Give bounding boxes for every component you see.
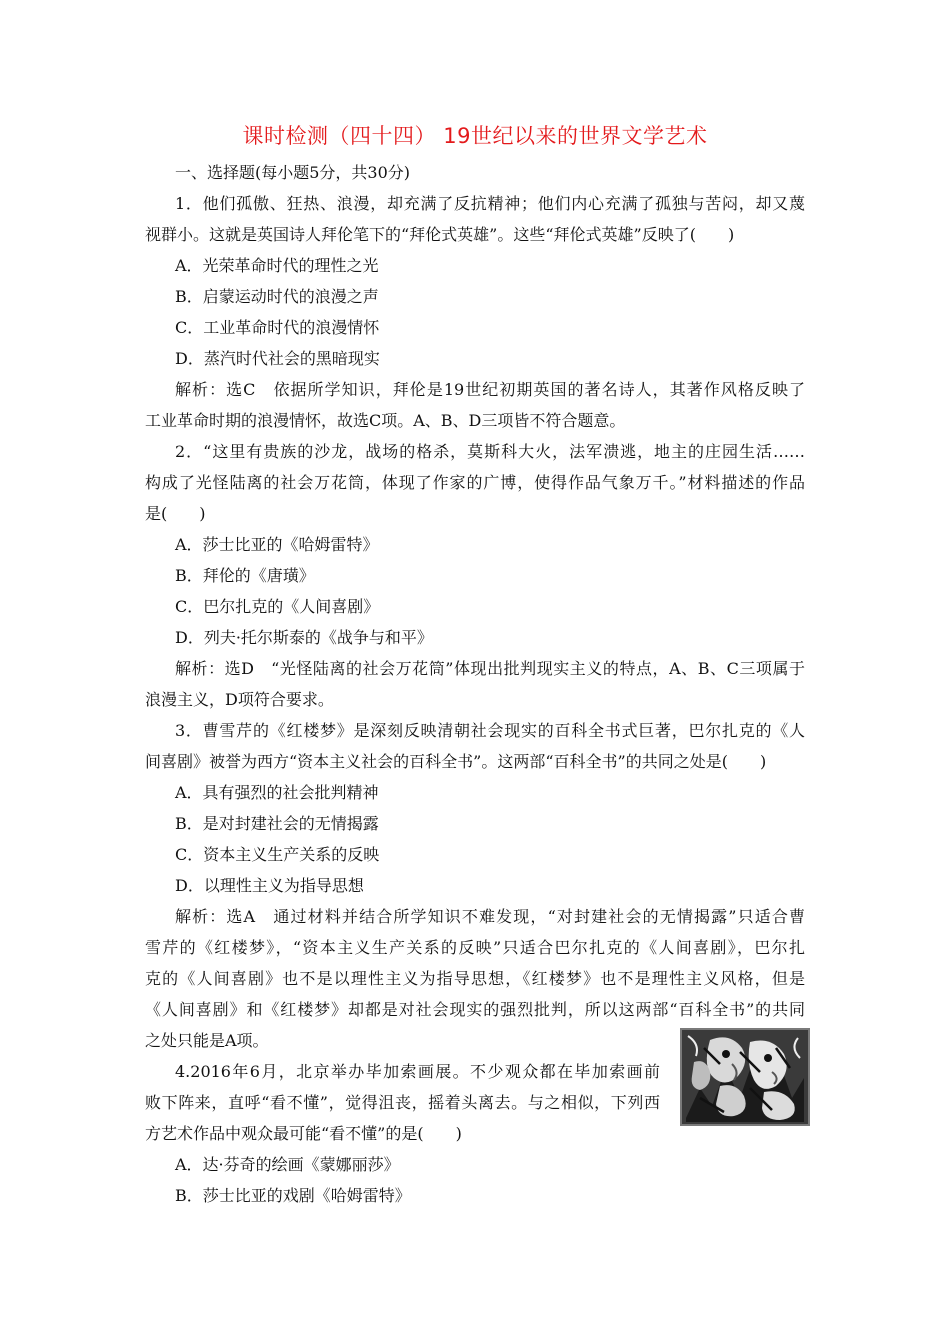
question-1-stem-line-1: 1．他们孤傲、狂热、浪漫，却充满了反抗精神；他们内心充满了孤独与苦闷，却又蔑 bbox=[175, 194, 805, 213]
question-2-analysis-line-1: 解析：选D “光怪陆离的社会万花筒”体现出批判现实主义的特点，A、B、C三项属于 bbox=[175, 659, 805, 678]
question-3-option-a: A．具有强烈的社会批判精神 bbox=[175, 783, 379, 802]
question-1-option-c: C．工业革命时代的浪漫情怀 bbox=[175, 318, 380, 337]
question-3-analysis-line-2: 雪芹的《红楼梦》，“资本主义生产关系的反映”只适合巴尔扎克的《人间喜剧》，巴尔扎 bbox=[145, 938, 805, 957]
question-4-stem-line-2: 败下阵来，直呼“看不懂”，觉得沮丧，摇着头离去。与之相似，下列西 bbox=[145, 1093, 660, 1112]
question-3-analysis-line-4: 《人间喜剧》和《红楼梦》却都是对社会现实的强烈批判，所以这两部“百科全书”的共同 bbox=[145, 1000, 805, 1019]
question-2-option-c: C．巴尔扎克的《人间喜剧》 bbox=[175, 597, 380, 616]
question-1-option-b: B．启蒙运动时代的浪漫之声 bbox=[175, 287, 379, 306]
question-4-stem-line-3: 方艺术作品中观众最可能“看不懂”的是( ) bbox=[145, 1124, 462, 1143]
question-3-stem-line-2: 间喜剧》被誉为西方“资本主义社会的百科全书”。这两部“百科全书”的共同之处是( ) bbox=[145, 752, 767, 771]
question-1-option-a: A．光荣革命时代的理性之光 bbox=[175, 256, 379, 275]
question-1-stem-line-2: 视群小。这就是英国诗人拜伦笔下的“拜伦式英雄”。这些“拜伦式英雄”反映了( ) bbox=[145, 225, 735, 244]
question-1-analysis-line-1: 解析：选C 依据所学知识，拜伦是19世纪初期英国的著名诗人，其著作风格反映了 bbox=[175, 380, 805, 399]
question-2-option-a: A．莎士比亚的《哈姆雷特》 bbox=[175, 535, 379, 554]
page-title: 课时检测（四十四） 19世纪以来的世界文学艺术 bbox=[242, 124, 708, 148]
question-2-option-b: B．拜伦的《唐璜》 bbox=[175, 566, 315, 585]
question-1-option-d: D．蒸汽时代社会的黑暗现实 bbox=[175, 349, 380, 368]
section-heading: 一、选择题(每小题5分，共30分) bbox=[175, 163, 411, 182]
question-3-stem-line-1: 3．曹雪芹的《红楼梦》是深刻反映清朝社会现实的百科全书式巨著，巴尔扎克的《人 bbox=[175, 721, 805, 740]
question-4-option-a: A．达·芬奇的绘画《蒙娜丽莎》 bbox=[175, 1155, 400, 1174]
question-3-option-c: C．资本主义生产关系的反映 bbox=[175, 845, 380, 864]
question-2-stem-line-3: 是( ) bbox=[145, 504, 206, 523]
question-3-analysis-line-5: 之处只能是A项。 bbox=[145, 1031, 269, 1050]
question-3-option-b: B．是对封建社会的无情揭露 bbox=[175, 814, 379, 833]
question-1-analysis-line-2: 工业革命时期的浪漫情怀，故选C项。A、B、D三项皆不符合题意。 bbox=[145, 411, 626, 430]
picasso-artwork-image bbox=[680, 1028, 810, 1126]
question-4-option-b: B．莎士比亚的戏剧《哈姆雷特》 bbox=[175, 1186, 411, 1205]
question-2-option-d: D．列夫·托尔斯泰的《战争与和平》 bbox=[175, 628, 433, 647]
question-4-stem-line-1: 4.2016年6月，北京举办毕加索画展。不少观众都在毕加索画前 bbox=[175, 1062, 660, 1081]
question-3-analysis-line-3: 克的《人间喜剧》也不是以理性主义为指导思想，《红楼梦》也不是理性主义风格，但是 bbox=[145, 969, 805, 988]
question-3-option-d: D．以理性主义为指导思想 bbox=[175, 876, 364, 895]
question-2-analysis-line-2: 浪漫主义，D项符合要求。 bbox=[145, 690, 334, 709]
question-2-stem-line-2: 构成了光怪陆离的社会万花筒，体现了作家的广博，使得作品气象万千。”材料描述的作品 bbox=[145, 473, 805, 492]
question-2-stem-line-1: 2．“这里有贵族的沙龙，战场的格杀，莫斯科大火，法军溃逃，地主的庄园生活…… bbox=[175, 442, 805, 461]
question-3-analysis-line-1: 解析：选A 通过材料并结合所学知识不难发现，“对封建社会的无情揭露”只适合曹 bbox=[175, 907, 805, 926]
